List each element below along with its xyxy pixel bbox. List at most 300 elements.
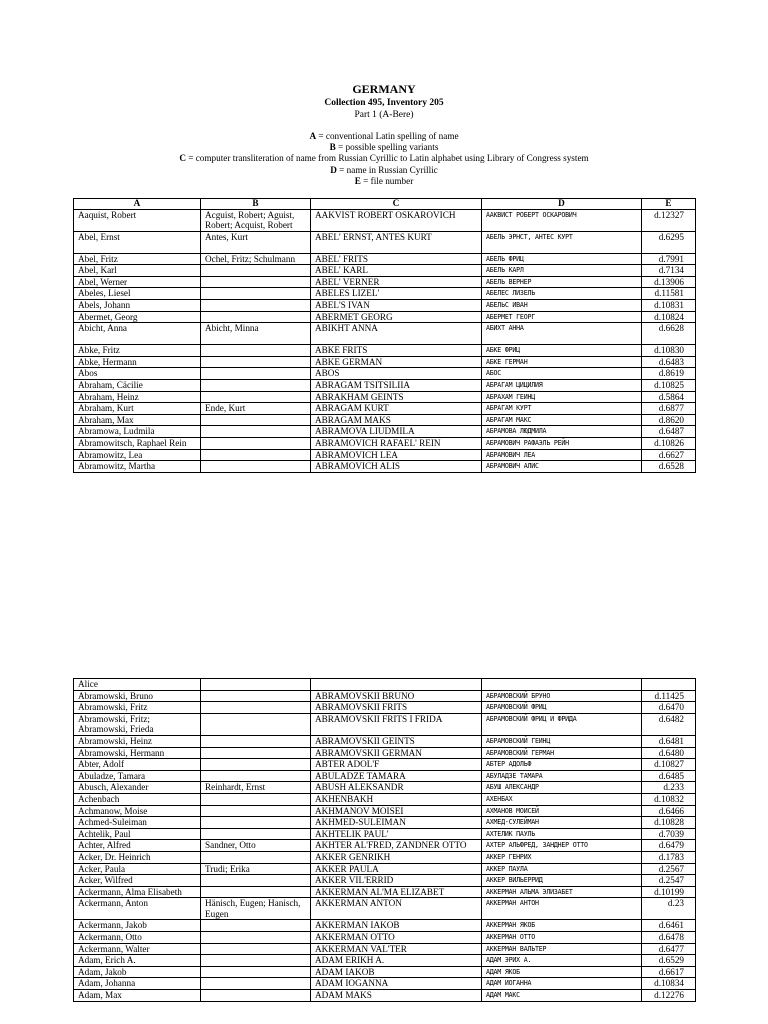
cell-b <box>201 955 311 967</box>
cell-d: АДАМ МАКС <box>482 990 642 1002</box>
cell-c: ABRAMOVSKII GERMAN <box>311 747 482 759</box>
document-subtitle: Collection 495, Inventory 205 <box>324 98 444 108</box>
cell-e: d.6482 <box>642 713 696 735</box>
cell-a: Ackermann, Otto <box>74 932 201 944</box>
cell-b <box>201 966 311 978</box>
legend-text: = possible spelling variants <box>335 142 439 153</box>
cell-d: АБЕЛЬ ВЕРНЕР <box>482 276 642 288</box>
cell-b <box>201 300 311 312</box>
cell-d: АБРАМОВСКИЙ ФРИЦ И ФРИДА <box>482 713 642 735</box>
cell-a: Adam, Erich A. <box>74 955 201 967</box>
legend-key: B <box>329 142 336 153</box>
cell-d: АХМЕД-СУЛЕЙМАН <box>482 817 642 829</box>
cell-d: АБРАМОВА ЛЮДМИЛА <box>482 426 642 438</box>
cell-b <box>201 679 311 691</box>
legend-text: = file number <box>360 175 414 186</box>
table-row <box>74 735 696 747</box>
cell-c: ABRAKHAM GEINTS <box>311 391 482 403</box>
table-row <box>74 345 696 357</box>
cell-c: ABKE FRITS <box>311 345 482 357</box>
cell-d: АБРАХАМ ГЕИНЦ <box>482 391 642 403</box>
cell-b <box>201 735 311 747</box>
cell-e: d.6528 <box>642 461 696 473</box>
cell-e: d.7039 <box>642 828 696 840</box>
cell-c: ABRAMOVA LIUDMILA <box>311 426 482 438</box>
cell-c <box>311 679 482 691</box>
cell-b <box>201 288 311 300</box>
cell-c: ABRAGAM KURT <box>311 403 482 415</box>
table-row <box>74 288 696 300</box>
cell-a: Abramowski, Hermann <box>74 747 201 759</box>
cell-c: AKKER PAULA <box>311 863 482 875</box>
cell-d: АБРАМОВИЧ АЛИС <box>482 461 642 473</box>
cell-c: ABEL' ERNST, ANTES KURT <box>311 231 482 253</box>
table-row <box>74 702 696 714</box>
cell-e: d.10831 <box>642 300 696 312</box>
cell-a: Acker, Wilfred <box>74 875 201 887</box>
cell-c: ADAM IAKOB <box>311 966 482 978</box>
cell-c: AKHENBAKH <box>311 793 482 805</box>
cell-a: Achtelik, Paul <box>74 828 201 840</box>
cell-e: d.7134 <box>642 265 696 277</box>
table-row <box>74 759 696 771</box>
cell-d: АБРАМОВСКИЙ ГЕРМАН <box>482 747 642 759</box>
cell-e: d.10824 <box>642 311 696 323</box>
cell-c: ABRAMOVSKII BRUNO <box>311 690 482 702</box>
cell-e: d.5864 <box>642 391 696 403</box>
cell-b <box>201 391 311 403</box>
legend-text: = conventional Latin spelling of name <box>316 131 459 141</box>
table-row <box>74 886 696 898</box>
cell-d: АККЕРМАН АЛЬМА ЭЛИЗАБЕТ <box>482 886 642 898</box>
cell-e: d.11425 <box>642 690 696 702</box>
cell-d: АДАМ ИОГАННА <box>482 978 642 990</box>
cell-e: d.10827 <box>642 759 696 771</box>
cell-b <box>201 793 311 805</box>
cell-d: АБРАМОВИЧ ЛЕА <box>482 449 642 461</box>
table-row <box>74 978 696 990</box>
table-row <box>74 356 696 368</box>
legend-text: = name in Russian Cyrillic <box>336 164 438 175</box>
cell-b <box>201 817 311 829</box>
table-row <box>74 426 696 438</box>
table-row <box>74 461 696 473</box>
cell-e: d.10825 <box>642 380 696 392</box>
column-header-c: C <box>311 199 482 210</box>
cell-d <box>482 679 642 691</box>
cell-c: ABUSH ALEKSANDR <box>311 782 482 794</box>
cell-c: ABRAMOVICH RAFAEL' REIN <box>311 438 482 450</box>
cell-a: Aaquist, Robert <box>74 209 201 231</box>
cell-b: Sandner, Otto <box>201 840 311 852</box>
table-header-row <box>74 199 696 210</box>
cell-a: Abraham, Heinz <box>74 391 201 403</box>
table-row <box>74 955 696 967</box>
table-row <box>74 253 696 265</box>
cell-e: d.6627 <box>642 449 696 461</box>
table-row <box>74 747 696 759</box>
cell-e: d.2547 <box>642 875 696 887</box>
cell-c: ABEL' VERNER <box>311 276 482 288</box>
cell-b <box>201 747 311 759</box>
cell-d: АККЕР ГЕНРИХ <box>482 851 642 863</box>
cell-c: AKHMANOV MOISEI <box>311 805 482 817</box>
cell-c: AKHTELIK PAUL' <box>311 828 482 840</box>
cell-b <box>201 851 311 863</box>
cell-d: АБРАМОВСКИЙ БРУНО <box>482 690 642 702</box>
cell-a: Acker, Dr. Heinrich <box>74 851 201 863</box>
legend-key: E <box>354 175 361 186</box>
cell-c: ADAM ERIKH A. <box>311 955 482 967</box>
cell-b <box>201 702 311 714</box>
cell-d: АБУЛАДЗЕ ТАМАРА <box>482 770 642 782</box>
cell-a: Abramowski, Bruno <box>74 690 201 702</box>
legend-key: C <box>179 153 186 164</box>
cell-a: Abos <box>74 368 201 380</box>
legend-key: D <box>330 164 337 175</box>
cell-b: Ochel, Fritz; Schulmann <box>201 253 311 265</box>
cell-d: АБТЕР АДОЛЬФ <box>482 759 642 771</box>
cell-e: d.6617 <box>642 966 696 978</box>
cell-a: Abramowitz, Lea <box>74 449 201 461</box>
cell-c: ABELES LIZEL' <box>311 288 482 300</box>
cell-c: ABEL'S IVAN <box>311 300 482 312</box>
cell-d: АБЕЛЕС ЛИЗЕЛЬ <box>482 288 642 300</box>
table-row <box>74 713 696 735</box>
cell-e: d.12276 <box>642 990 696 1002</box>
cell-a: Abraham, Kurt <box>74 403 201 415</box>
cell-b: Reinhardt, Ernst <box>201 782 311 794</box>
cell-d: АБЕРМЕТ ГЕОРГ <box>482 311 642 323</box>
cell-e: d.233 <box>642 782 696 794</box>
table-row <box>74 920 696 932</box>
cell-a: Abramowitz, Martha <box>74 461 201 473</box>
cell-c: ABERMET GEORG <box>311 311 482 323</box>
cell-a: Abramowski, Fritz; Abramowski, Frieda <box>74 713 201 735</box>
table-row <box>74 209 696 231</box>
cell-b <box>201 426 311 438</box>
cell-c: ABTER ADOL'F <box>311 759 482 771</box>
cell-e: d.6470 <box>642 702 696 714</box>
cell-c: ABKE GERMAN <box>311 356 482 368</box>
cell-c: ABRAMOVICH LEA <box>311 449 482 461</box>
table-row <box>74 793 696 805</box>
column-header-a: A <box>74 199 201 210</box>
cell-b: Hänisch, Eugen; Hanisch, Eugen <box>201 898 311 920</box>
cell-b <box>201 770 311 782</box>
cell-a: Abel, Werner <box>74 276 201 288</box>
cell-c: ABEL' FRITS <box>311 253 482 265</box>
cell-b <box>201 438 311 450</box>
cell-d: АБРАГАМ МАКС <box>482 414 642 426</box>
cell-b <box>201 875 311 887</box>
cell-d: АККЕРМАН ВАЛЬТЕР <box>482 943 642 955</box>
cell-e: d.10834 <box>642 978 696 990</box>
cell-c: ABRAGAM MAKS <box>311 414 482 426</box>
cell-b <box>201 828 311 840</box>
table-row <box>74 828 696 840</box>
cell-a: Abter, Adolf <box>74 759 201 771</box>
cell-a: Abermet, Georg <box>74 311 201 323</box>
cell-b <box>201 759 311 771</box>
cell-e: d.6877 <box>642 403 696 415</box>
cell-b <box>201 690 311 702</box>
cell-c: AKKER GENRIKH <box>311 851 482 863</box>
table-row <box>74 875 696 887</box>
cell-b <box>201 886 311 898</box>
cell-b <box>201 713 311 735</box>
cell-d: АККЕРМАН АНТОН <box>482 898 642 920</box>
cell-c: AKKERMAN OTTO <box>311 932 482 944</box>
cell-d: АБЕЛЬС ИВАН <box>482 300 642 312</box>
cell-d: АККЕР ПАУЛА <box>482 863 642 875</box>
cell-e: d.10826 <box>642 438 696 450</box>
table-row <box>74 391 696 403</box>
table-row <box>74 805 696 817</box>
cell-a: Adam, Johanna <box>74 978 201 990</box>
cell-a: Abke, Fritz <box>74 345 201 357</box>
cell-b <box>201 311 311 323</box>
cell-d: АБИХТ АННА <box>482 323 642 345</box>
table-row <box>74 380 696 392</box>
table-row <box>74 990 696 1002</box>
cell-b <box>201 380 311 392</box>
cell-c: ABIKHT ANNA <box>311 323 482 345</box>
cell-c: ABOS <box>311 368 482 380</box>
cell-e: d.2567 <box>642 863 696 875</box>
cell-d: АККЕР ВИЛЬЕРРИД <box>482 875 642 887</box>
table-row <box>74 851 696 863</box>
cell-c: ABRAMOVICH ALIS <box>311 461 482 473</box>
cell-b: Ende, Kurt <box>201 403 311 415</box>
cell-d: АБКЕ ГЕРМАН <box>482 356 642 368</box>
column-header-d: D <box>482 199 642 210</box>
cell-c: ADAM MAKS <box>311 990 482 1002</box>
cell-e: d.10830 <box>642 345 696 357</box>
names-table-top <box>73 198 696 473</box>
cell-b <box>201 990 311 1002</box>
cell-c: ABRAMOVSKII FRITS I FRIDA <box>311 713 482 735</box>
cell-d: АККЕРМАН ОТТО <box>482 932 642 944</box>
cell-b: Acguist, Robert; Aguist, Robert; Acquist, Robert <box>201 209 311 231</box>
cell-d: АБРАГАМ КУРТ <box>482 403 642 415</box>
cell-a: Abraham, Cäcilie <box>74 380 201 392</box>
cell-e: d.1783 <box>642 851 696 863</box>
cell-d: АБКЕ ФРИЦ <box>482 345 642 357</box>
cell-a: Ackermann, Anton <box>74 898 201 920</box>
cell-e: d.6477 <box>642 943 696 955</box>
table-row <box>74 943 696 955</box>
document-header <box>0 82 768 187</box>
cell-e: d.8620 <box>642 414 696 426</box>
cell-b <box>201 368 311 380</box>
cell-c: ADAM IOGANNA <box>311 978 482 990</box>
cell-e: d.6628 <box>642 323 696 345</box>
table-row <box>74 323 696 345</box>
cell-c: AKKERMAN ANTON <box>311 898 482 920</box>
cell-e: d.6483 <box>642 356 696 368</box>
cell-d: АДАМ ЭРИХ А. <box>482 955 642 967</box>
table-row <box>74 449 696 461</box>
table-row <box>74 265 696 277</box>
table-row <box>74 966 696 978</box>
cell-b <box>201 414 311 426</box>
cell-e: d.11581 <box>642 288 696 300</box>
cell-e: d.6295 <box>642 231 696 253</box>
legend-text: = computer transliteration of name from Russian Cyrillic to Latin alphabet using Library of Congress system <box>185 153 589 164</box>
cell-a: Ackermann, Walter <box>74 943 201 955</box>
cell-b <box>201 920 311 932</box>
cell-a: Abusch, Alexander <box>74 782 201 794</box>
cell-c: ABRAGAM TSITSILIIA <box>311 380 482 392</box>
cell-d: АБРАМОВИЧ РАФАЭЛЬ РЕЙН <box>482 438 642 450</box>
cell-e: d.6478 <box>642 932 696 944</box>
cell-d: АБОС <box>482 368 642 380</box>
cell-b <box>201 356 311 368</box>
cell-b: Trudi; Erika <box>201 863 311 875</box>
cell-e: d.7991 <box>642 253 696 265</box>
table-row <box>74 782 696 794</box>
cell-a: Abramowa, Ludmila <box>74 426 201 438</box>
cell-a: Abels, Johann <box>74 300 201 312</box>
cell-c: AKKERMAN AL'MA ELIZABET <box>311 886 482 898</box>
table-row <box>74 840 696 852</box>
table-row <box>74 863 696 875</box>
cell-a: Achenbach <box>74 793 201 805</box>
table-row <box>74 368 696 380</box>
table-row <box>74 770 696 782</box>
cell-a: Adam, Max <box>74 990 201 1002</box>
table-row <box>74 438 696 450</box>
legend-line <box>0 165 768 176</box>
column-header-e: E <box>642 199 696 210</box>
table-row <box>74 690 696 702</box>
cell-b <box>201 345 311 357</box>
cell-a: Abuladze, Tamara <box>74 770 201 782</box>
cell-b <box>201 978 311 990</box>
cell-d: АБРАМОВСКИЙ ФРИЦ <box>482 702 642 714</box>
legend <box>0 131 768 187</box>
cell-e: d.10199 <box>642 886 696 898</box>
cell-c: AKKERMAN IAKOB <box>311 920 482 932</box>
cell-a: Abraham, Max <box>74 414 201 426</box>
cell-e <box>642 679 696 691</box>
cell-c: ABRAMOVSKII FRITS <box>311 702 482 714</box>
cell-c: AKHMED-SULEIMAN <box>311 817 482 829</box>
cell-e: d.8619 <box>642 368 696 380</box>
cell-e: d.6487 <box>642 426 696 438</box>
cell-d: АХТЕЛИК ПАУЛЬ <box>482 828 642 840</box>
cell-a: Abke, Hermann <box>74 356 201 368</box>
cell-a: Alice <box>74 679 201 691</box>
cell-e: d.6529 <box>642 955 696 967</box>
cell-b: Abicht, Minna <box>201 323 311 345</box>
cell-e: d.6461 <box>642 920 696 932</box>
cell-b <box>201 265 311 277</box>
cell-b <box>201 943 311 955</box>
cell-e: d.12327 <box>642 209 696 231</box>
cell-d: АБЕЛЬ ЭРНСТ, АНТЕС КУРТ <box>482 231 642 253</box>
cell-a: Abicht, Anna <box>74 323 201 345</box>
cell-c: AKKERMAN VAL'TER <box>311 943 482 955</box>
cell-c: AKHTER AL'FRED, ZANDNER OTTO <box>311 840 482 852</box>
table-row <box>74 231 696 253</box>
cell-a: Ackermann, Jakob <box>74 920 201 932</box>
cell-e: d.6481 <box>642 735 696 747</box>
cell-a: Abramowski, Heinz <box>74 735 201 747</box>
cell-a: Abeles, Liesel <box>74 288 201 300</box>
document-part: Part 1 (A-Bere) <box>354 110 414 120</box>
cell-a: Abel, Karl <box>74 265 201 277</box>
column-header-b: B <box>201 199 311 210</box>
document-title: GERMANY <box>352 82 416 96</box>
cell-d: АХМАНОВ МОИСЕЙ <box>482 805 642 817</box>
cell-b <box>201 461 311 473</box>
legend-key: A <box>309 131 317 141</box>
cell-c: AKKER VIL'ERRID <box>311 875 482 887</box>
cell-d: АХЕНБАХ <box>482 793 642 805</box>
cell-c: ABRAMOVSKII GEINTS <box>311 735 482 747</box>
cell-a: Abel, Fritz <box>74 253 201 265</box>
cell-a: Achter, Alfred <box>74 840 201 852</box>
cell-e: d.10828 <box>642 817 696 829</box>
table-row <box>74 932 696 944</box>
cell-c: ABEL' KARL <box>311 265 482 277</box>
legend-line <box>0 131 768 142</box>
cell-d: ААКВИСТ РОБЕРТ ОСКАРОВИЧ <box>482 209 642 231</box>
cell-a: Acker, Paula <box>74 863 201 875</box>
cell-d: АБРАМОВСКИЙ ГЕИНЦ <box>482 735 642 747</box>
table-row <box>74 403 696 415</box>
table-row <box>74 898 696 920</box>
cell-e: d.6466 <box>642 805 696 817</box>
table-row <box>74 276 696 288</box>
cell-a: Achmanow, Moise <box>74 805 201 817</box>
legend-line <box>0 142 768 153</box>
cell-a: Achmed-Suleiman <box>74 817 201 829</box>
cell-b <box>201 805 311 817</box>
cell-e: d.6479 <box>642 840 696 852</box>
cell-c: ABULADZE TAMARA <box>311 770 482 782</box>
table-row <box>74 311 696 323</box>
cell-c: AAKVIST ROBERT OSKAROVICH <box>311 209 482 231</box>
cell-e: d.23 <box>642 898 696 920</box>
cell-e: d.6480 <box>642 747 696 759</box>
cell-e: d.13906 <box>642 276 696 288</box>
cell-a: Abel, Ernst <box>74 231 201 253</box>
cell-a: Abramowski, Fritz <box>74 702 201 714</box>
cell-a: Adam, Jakob <box>74 966 201 978</box>
cell-d: АБЕЛЬ КАРЛ <box>482 265 642 277</box>
cell-e: d.10832 <box>642 793 696 805</box>
legend-line <box>0 153 768 164</box>
cell-b <box>201 449 311 461</box>
cell-d: АДАМ ЯКОБ <box>482 966 642 978</box>
table-row <box>74 300 696 312</box>
table-row <box>74 817 696 829</box>
cell-d: АБРАГАМ ЦИЦИЛИЯ <box>482 380 642 392</box>
cell-d: АХТЕР АЛЬФРЕД, ЗАНДНЕР ОТТО <box>482 840 642 852</box>
cell-d: АБЕЛЬ ФРИЦ <box>482 253 642 265</box>
cell-d: АБУШ АЛЕКСАНДР <box>482 782 642 794</box>
table-row <box>74 679 696 691</box>
cell-b <box>201 932 311 944</box>
cell-a: Ackermann, Alma Elisabeth <box>74 886 201 898</box>
cell-d: АККЕРМАН ЯКОБ <box>482 920 642 932</box>
table-row <box>74 414 696 426</box>
names-table-bottom <box>73 678 696 1002</box>
legend-line <box>0 176 768 187</box>
